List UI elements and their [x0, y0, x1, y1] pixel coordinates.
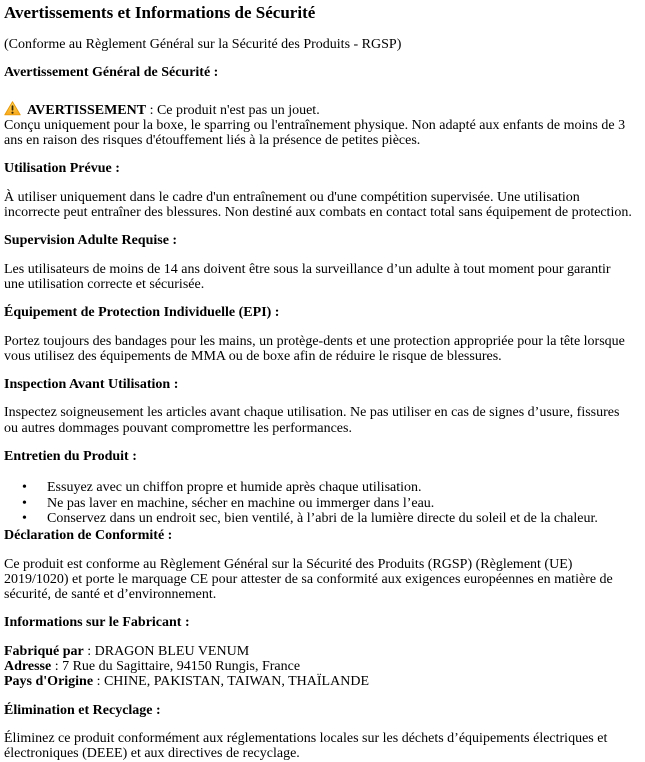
ppe-paragraph: Portez toujours des bandages pour les mains, un protège-dents et une protection appropriée pour la tête lorsque vous utilisez des équipements de MMA ou de boxe afin de réduire le risque de blessures. [4, 333, 625, 364]
bullet-icon: • [22, 480, 27, 496]
bullet-icon: • [22, 510, 27, 526]
section-conformity [4, 528, 641, 602]
inspection-paragraph: Inspectez soigneusement les articles avant chaque utilisation. Ne pas utiliser en cas de signes d’usure, fissures ou autres dommages pouvant compromettre les performances. [4, 405, 620, 436]
section-supervision [4, 233, 641, 292]
care-list-item [22, 511, 641, 526]
supervision-paragraph: Les utilisateurs de moins de 14 ans doivent être sous la surveillance d’un adulte à tout moment pour garantir une utilisation correcte et sécurisée. [4, 261, 611, 292]
warning-first-line [4, 101, 641, 118]
subtitle-rgsp: (Conforme au Règlement Général sur la Sécurité des Produits - RGSP) [4, 37, 402, 52]
warning-triangle-icon [4, 101, 21, 116]
bullet-icon: • [22, 495, 27, 511]
manufacturer-row-value: : 7 Rue du Sagittaire, 94150 Rungis, France [51, 659, 301, 675]
care-item-text: Ne pas laver en machine, sécher en machine ou immerger dans l’eau. [47, 495, 435, 511]
warning-label: AVERTISSEMENT [27, 102, 147, 118]
intended-use-heading: Utilisation Prévue : [4, 161, 120, 177]
ppe-heading: Équipement de Protection Individuelle (EPI) : [4, 305, 280, 321]
warning-paragraph [4, 101, 641, 149]
section-care [4, 449, 641, 526]
care-item-text: Essuyez avec un chiffon propre et humide après chaque utilisation. [47, 480, 422, 496]
warning-label-text: : Ce produit n'est pas un jouet. [146, 102, 320, 118]
supervision-heading: Supervision Adulte Requise : [4, 233, 178, 249]
section-recycling [4, 703, 641, 762]
care-item-text: Conservez dans un endroit sec, bien ventilé, à l’abri de la lumière directe du soleil et de la chaleur. [47, 510, 598, 526]
manufacturer-row-label: Fabriqué par [4, 643, 84, 659]
page-title: Avertissements et Informations de Sécurité [4, 3, 316, 22]
manufacturer-row [4, 644, 641, 659]
inspection-heading: Inspection Avant Utilisation : [4, 377, 179, 393]
recycling-heading: Élimination et Recyclage : [4, 702, 161, 718]
warning-body-lines: Conçu uniquement pour la boxe, le sparring ou l'entraînement physique. Non adapté aux enfants de moins de 3 ans en raison des risques d'étouffement liés à la présence de petites pièces. [4, 117, 626, 149]
care-list [4, 480, 641, 526]
manufacturer-row [4, 674, 641, 689]
section-general-warning [4, 65, 641, 148]
conformity-heading: Déclaration de Conformité : [4, 528, 173, 544]
care-heading: Entretien du Produit : [4, 449, 137, 465]
manufacturer-row-value: : DRAGON BLEU VENUM [83, 643, 250, 659]
section-intended-use [4, 161, 641, 220]
manufacturer-row-value: : CHINE, PAKISTAN, TAIWAN, THAÏLANDE [93, 674, 369, 690]
manufacturer-paragraph [4, 644, 641, 690]
care-list-item [22, 496, 641, 511]
care-list-item [22, 480, 641, 495]
manufacturer-row-label: Adresse [4, 659, 52, 675]
recycling-paragraph: Éliminez ce produit conformément aux réglementations locales sur les déchets d’équipements électriques et électroniques (DEEE) et aux directives de recyclage. [4, 730, 608, 762]
manufacturer-row [4, 659, 641, 674]
conformity-paragraph: Ce produit est conforme au Règlement Général sur la Sécurité des Produits (RGSP) (Règlement (UE) 2019/1020) et porte le marquage CE pour attester de sa conformité aux exigences européennes en matière de sécurité, de santé et d’environnement. [4, 556, 613, 603]
manufacturer-heading: Informations sur le Fabricant : [4, 615, 190, 631]
intended-use-paragraph: À utiliser uniquement dans le cadre d'un entraînement ou d'une compétition supervisée. Une utilisation incorrecte peut entraîner des blessures. Non destiné aux combats en contact total sans équipement de protection. [4, 189, 632, 221]
section-ppe [4, 305, 641, 364]
section-manufacturer [4, 615, 641, 689]
general-warning-heading: Avertissement Général de Sécurité : [4, 65, 219, 81]
manufacturer-row-label: Pays d'Origine [4, 674, 94, 690]
section-inspection [4, 377, 641, 436]
